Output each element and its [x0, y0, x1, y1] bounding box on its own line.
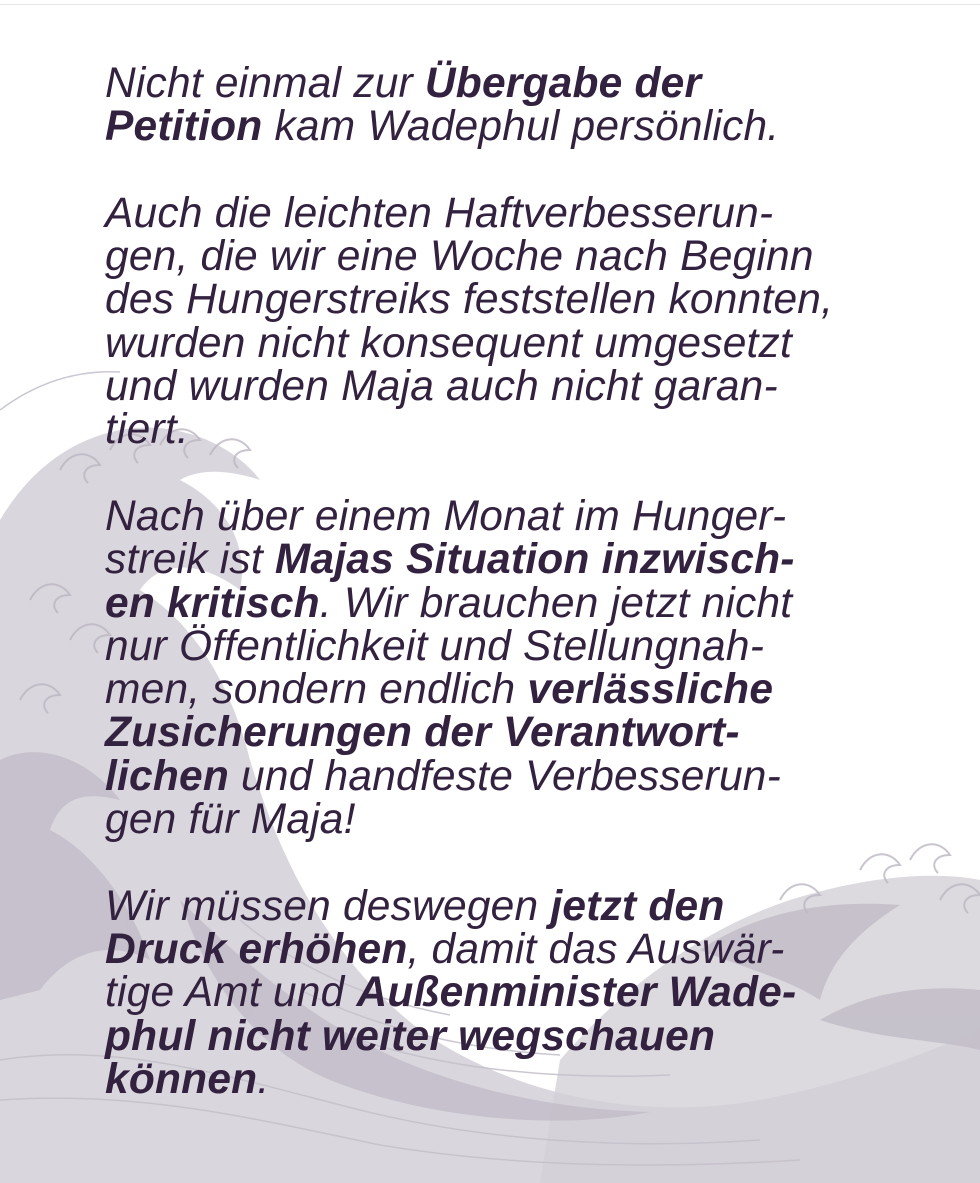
text-segment: Nicht einmal zur — [105, 60, 425, 107]
text-segment: tige Amt und — [105, 969, 357, 1017]
text-line — [105, 492, 905, 540]
text-segment: men, sondern endlich — [105, 666, 528, 714]
body-text — [105, 62, 905, 1144]
text-segment: Auch die leichten Haftverbesserun- — [105, 189, 774, 237]
paragraph-3 — [105, 492, 905, 844]
emphasized-text: Petition — [105, 103, 263, 151]
emphasized-text: Außenminister Wade- — [356, 969, 797, 1017]
text-line — [105, 709, 905, 757]
text-line — [105, 796, 905, 844]
text-line — [105, 103, 905, 151]
emphasized-text: Majas Situation inzwisch- — [274, 536, 795, 584]
paragraph-4 — [105, 882, 905, 1103]
text-segment: kam Wadephul persönlich. — [262, 103, 780, 151]
text-segment: des Hungerstreiks feststellen konnten, — [105, 276, 834, 324]
text-segment: . — [257, 1055, 270, 1103]
text-line — [105, 189, 905, 237]
text-line — [105, 622, 905, 670]
text-segment: Wir müssen deswegen — [105, 882, 551, 930]
text-segment: und wurden Maja auch nicht garan- — [105, 363, 778, 411]
text-segment: nur Öffentlichkeit und Stellungnah- — [105, 622, 765, 670]
text-line — [105, 276, 905, 324]
emphasized-text: Druck erhöhen — [105, 925, 408, 973]
text-segment: und handfeste Verbesserun- — [229, 752, 781, 800]
paragraph-2 — [105, 189, 905, 454]
text-segment: Nach über einem Monat im Hunger- — [105, 492, 787, 540]
text-line — [105, 666, 905, 714]
text-line — [105, 882, 905, 930]
text-line — [105, 579, 905, 627]
paragraph-1 — [105, 62, 905, 149]
emphasized-text: können — [105, 1055, 258, 1103]
text-line — [105, 62, 905, 105]
text-line — [105, 1012, 905, 1060]
emphasized-text: phul nicht weiter wegschauen — [105, 1012, 716, 1060]
text-line — [105, 319, 905, 367]
text-segment: streik ist — [105, 536, 275, 584]
emphasized-text: Zusicherungen der Verantwort- — [105, 709, 740, 757]
emphasized-text: Übergabe der — [424, 60, 702, 107]
text-segment: wurden nicht konsequent umgesetzt — [105, 319, 793, 367]
text-segment: tiert. — [105, 406, 189, 454]
text-segment: gen für Maja! — [105, 796, 356, 844]
text-line — [105, 406, 905, 454]
text-segment: , damit das Auswär- — [407, 925, 785, 973]
text-segment: . Wir brauchen jetzt nicht — [319, 579, 793, 627]
text-segment: gen, die wir eine Woche nach Beginn — [105, 233, 814, 281]
text-line — [105, 752, 905, 800]
text-line — [105, 536, 905, 584]
emphasized-text: en kritisch — [105, 579, 320, 627]
emphasized-text: verlässliche — [527, 666, 774, 714]
text-line — [105, 925, 905, 973]
emphasized-text: lichen — [105, 752, 230, 800]
emphasized-text: jetzt den — [550, 882, 725, 930]
text-line — [105, 1055, 905, 1103]
text-line — [105, 363, 905, 411]
text-line — [105, 969, 905, 1017]
text-line — [105, 233, 905, 281]
